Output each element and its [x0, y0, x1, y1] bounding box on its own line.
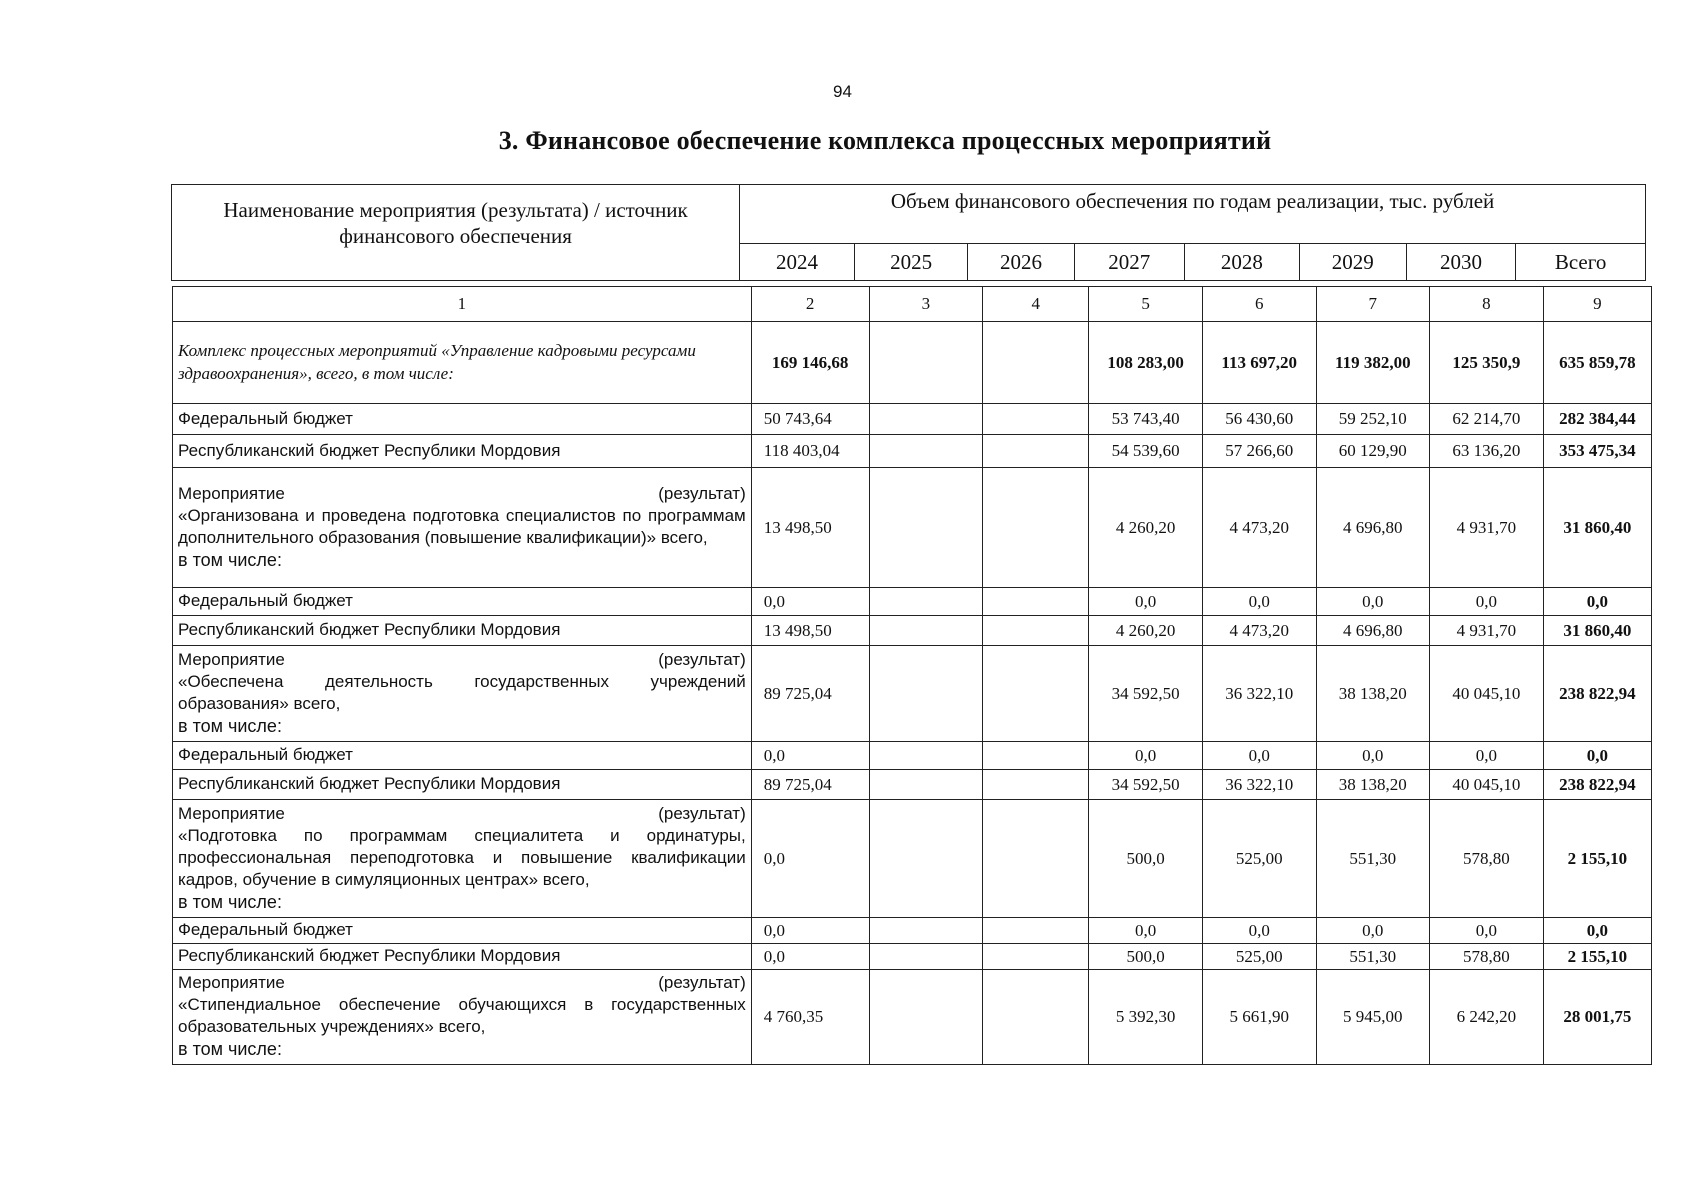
event-description: «Обеспечена деятельность государственных учреждений образования» всего, — [178, 671, 746, 713]
funding-source-cell: Республиканский бюджет Республики Мордовия — [173, 435, 752, 468]
value-cell: 36 322,10 — [1202, 646, 1316, 742]
value-cell: 0,0 — [1202, 588, 1316, 616]
value-cell — [983, 588, 1089, 616]
event-result-label: (результат) — [658, 973, 746, 992]
value-cell: 50 743,64 — [751, 404, 869, 435]
event-result-label: (результат) — [658, 803, 746, 823]
event-name-cell — [173, 468, 752, 588]
event-heading — [178, 649, 746, 671]
value-cell: 4 931,70 — [1430, 616, 1544, 646]
value-cell: 5 661,90 — [1202, 970, 1316, 1065]
value-cell — [983, 944, 1089, 970]
value-cell: 0,0 — [1202, 742, 1316, 770]
table-row — [173, 944, 1652, 970]
total-value-cell: 0,0 — [1543, 918, 1651, 944]
event-including: в том числе: — [178, 891, 282, 912]
table-row — [173, 435, 1652, 468]
table-row — [173, 742, 1652, 770]
value-cell: 34 592,50 — [1089, 770, 1203, 800]
value-cell: 4 473,20 — [1202, 616, 1316, 646]
value-cell: 89 725,04 — [751, 770, 869, 800]
value-cell — [869, 918, 983, 944]
value-cell: 40 045,10 — [1430, 646, 1544, 742]
value-cell — [983, 616, 1089, 646]
table-row — [173, 646, 1652, 742]
funding-source-cell: Федеральный бюджет — [173, 588, 752, 616]
value-cell: 53 743,40 — [1089, 404, 1203, 435]
value-cell: 13 498,50 — [751, 616, 869, 646]
value-cell — [869, 435, 983, 468]
value-cell — [983, 646, 1089, 742]
value-cell — [983, 918, 1089, 944]
value-cell — [869, 742, 983, 770]
total-value-cell: 2 155,10 — [1543, 944, 1651, 970]
event-including: в том числе: — [178, 715, 282, 736]
value-cell: 4 473,20 — [1202, 468, 1316, 588]
value-cell — [869, 404, 983, 435]
event-including: в том числе: — [178, 1039, 282, 1060]
value-cell — [869, 616, 983, 646]
value-cell: 0,0 — [1430, 588, 1544, 616]
column-number-row — [173, 287, 1652, 322]
event-result-label: (результат) — [658, 649, 746, 669]
value-cell: 62 214,70 — [1430, 404, 1544, 435]
event-including: в том числе: — [178, 549, 282, 570]
column-number: 7 — [1316, 287, 1430, 322]
value-cell: 6 242,20 — [1430, 970, 1544, 1065]
financing-table — [172, 286, 1652, 1065]
total-value-cell: 28 001,75 — [1543, 970, 1651, 1065]
value-cell: 4 260,20 — [1089, 616, 1203, 646]
value-cell: 0,0 — [1089, 742, 1203, 770]
column-number: 9 — [1543, 287, 1651, 322]
total-value-cell: 31 860,40 — [1543, 468, 1651, 588]
value-cell: 56 430,60 — [1202, 404, 1316, 435]
event-description: «Организована и проведена подготовка специалистов по программам дополнительного образования (повышение квалификации)» всего, — [178, 505, 746, 547]
complex-name-cell: Комплекс процессных мероприятий «Управление кадровыми ресурсами здравоохранения», всего, в том числе: — [173, 322, 752, 404]
column-number: 4 — [983, 287, 1089, 322]
value-cell: 500,0 — [1089, 800, 1203, 918]
value-cell: 578,80 — [1430, 800, 1544, 918]
table-row — [173, 770, 1652, 800]
value-cell: 113 697,20 — [1202, 322, 1316, 404]
value-cell: 89 725,04 — [751, 646, 869, 742]
table-row — [173, 970, 1652, 1065]
value-cell: 4 696,80 — [1316, 468, 1430, 588]
table-row — [173, 918, 1652, 944]
value-cell: 0,0 — [751, 800, 869, 918]
value-cell: 125 350,9 — [1430, 322, 1544, 404]
event-name-cell — [173, 800, 752, 918]
column-number: 6 — [1202, 287, 1316, 322]
header-name-cell: Наименование мероприятия (результата) / источник финансового обеспечения — [172, 185, 740, 281]
event-name-cell — [173, 646, 752, 742]
value-cell: 57 266,60 — [1202, 435, 1316, 468]
event-heading — [178, 972, 746, 994]
value-cell: 0,0 — [751, 918, 869, 944]
value-cell: 34 592,50 — [1089, 646, 1203, 742]
value-cell: 4 931,70 — [1430, 468, 1544, 588]
table-row — [173, 468, 1652, 588]
header-year: 2029 — [1299, 244, 1406, 281]
column-number: 5 — [1089, 287, 1203, 322]
funding-source-cell: Республиканский бюджет Республики Мордовия — [173, 770, 752, 800]
value-cell: 4 760,35 — [751, 970, 869, 1065]
table-row — [173, 616, 1652, 646]
value-cell: 0,0 — [1430, 742, 1544, 770]
page-number: 94 — [833, 82, 852, 101]
value-cell: 119 382,00 — [1316, 322, 1430, 404]
value-cell: 40 045,10 — [1430, 770, 1544, 800]
event-heading — [178, 803, 746, 825]
total-value-cell: 0,0 — [1543, 742, 1651, 770]
event-label: Мероприятие — [178, 803, 285, 823]
event-label: Мероприятие — [178, 483, 285, 503]
value-cell — [983, 742, 1089, 770]
table-row — [173, 404, 1652, 435]
value-cell: 0,0 — [1089, 918, 1203, 944]
funding-source-cell: Республиканский бюджет Республики Мордовия — [173, 944, 752, 970]
column-number: 1 — [173, 287, 752, 322]
value-cell — [983, 800, 1089, 918]
value-cell: 0,0 — [751, 588, 869, 616]
value-cell: 551,30 — [1316, 800, 1430, 918]
value-cell: 54 539,60 — [1089, 435, 1203, 468]
event-label: Мероприятие — [178, 973, 285, 992]
value-cell: 59 252,10 — [1316, 404, 1430, 435]
value-cell: 551,30 — [1316, 944, 1430, 970]
total-value-cell: 635 859,78 — [1543, 322, 1651, 404]
value-cell: 108 283,00 — [1089, 322, 1203, 404]
value-cell — [869, 588, 983, 616]
value-cell — [983, 322, 1089, 404]
value-cell: 0,0 — [1430, 918, 1544, 944]
value-cell — [983, 435, 1089, 468]
funding-source-cell: Федеральный бюджет — [173, 918, 752, 944]
value-cell: 5 945,00 — [1316, 970, 1430, 1065]
value-cell: 0,0 — [1202, 918, 1316, 944]
event-result-label: (результат) — [658, 483, 746, 503]
total-value-cell: 31 860,40 — [1543, 616, 1651, 646]
event-description: «Стипендиальное обеспечение обучающихся в государственных образовательных учреждениях» всего, — [178, 995, 746, 1037]
column-number: 3 — [869, 287, 983, 322]
table-row — [173, 588, 1652, 616]
value-cell — [869, 322, 983, 404]
value-cell: 60 129,90 — [1316, 435, 1430, 468]
page-title: 3. Финансовое обеспечение комплекса процессных мероприятий — [498, 126, 1272, 155]
value-cell — [983, 770, 1089, 800]
header-year: 2030 — [1406, 244, 1515, 281]
total-value-cell: 282 384,44 — [1543, 404, 1651, 435]
event-name-cell — [173, 970, 752, 1065]
value-cell: 525,00 — [1202, 944, 1316, 970]
value-cell — [983, 468, 1089, 588]
value-cell: 38 138,20 — [1316, 770, 1430, 800]
value-cell: 0,0 — [1316, 918, 1430, 944]
total-value-cell: 353 475,34 — [1543, 435, 1651, 468]
funding-source-cell: Республиканский бюджет Республики Мордовия — [173, 616, 752, 646]
total-value-cell: 2 155,10 — [1543, 800, 1651, 918]
value-cell — [869, 770, 983, 800]
value-cell: 13 498,50 — [751, 468, 869, 588]
value-cell: 4 260,20 — [1089, 468, 1203, 588]
value-cell: 38 138,20 — [1316, 646, 1430, 742]
value-cell — [869, 468, 983, 588]
table-row — [173, 800, 1652, 918]
event-label: Мероприятие — [178, 649, 285, 669]
column-number: 8 — [1430, 287, 1544, 322]
value-cell: 63 136,20 — [1430, 435, 1544, 468]
total-value-cell: 0,0 — [1543, 588, 1651, 616]
event-description: «Подготовка по программам специалитета и ординатуры, профессиональная переподготовка и повышение квалификации кадров, обучение в симуляционных центрах» всего, — [178, 825, 746, 889]
table-row — [173, 322, 1652, 404]
column-number: 2 — [751, 287, 869, 322]
value-cell: 578,80 — [1430, 944, 1544, 970]
total-value-cell: 238 822,94 — [1543, 770, 1651, 800]
header-year: 2028 — [1184, 244, 1299, 281]
value-cell: 0,0 — [751, 944, 869, 970]
value-cell — [983, 404, 1089, 435]
value-cell: 36 322,10 — [1202, 770, 1316, 800]
value-cell: 525,00 — [1202, 800, 1316, 918]
value-cell — [869, 800, 983, 918]
value-cell: 118 403,04 — [751, 435, 869, 468]
value-cell: 5 392,30 — [1089, 970, 1203, 1065]
value-cell: 169 146,68 — [751, 322, 869, 404]
header-year: 2024 — [740, 244, 855, 281]
header-year: 2025 — [854, 244, 968, 281]
value-cell: 500,0 — [1089, 944, 1203, 970]
value-cell — [869, 970, 983, 1065]
value-cell: 0,0 — [751, 742, 869, 770]
value-cell: 0,0 — [1089, 588, 1203, 616]
event-heading — [178, 483, 746, 505]
funding-source-cell: Федеральный бюджет — [173, 404, 752, 435]
value-cell: 0,0 — [1316, 742, 1430, 770]
value-cell: 0,0 — [1316, 588, 1430, 616]
header-year: 2027 — [1074, 244, 1184, 281]
header-year: 2026 — [968, 244, 1074, 281]
value-cell: 4 696,80 — [1316, 616, 1430, 646]
funding-source-cell: Федеральный бюджет — [173, 742, 752, 770]
header-volume-cell: Объем финансового обеспечения по годам реализации, тыс. рублей — [740, 185, 1646, 244]
value-cell — [869, 646, 983, 742]
value-cell — [869, 944, 983, 970]
total-value-cell: 238 822,94 — [1543, 646, 1651, 742]
table-header — [171, 184, 1646, 281]
header-total: Всего — [1516, 244, 1646, 281]
value-cell — [983, 970, 1089, 1065]
